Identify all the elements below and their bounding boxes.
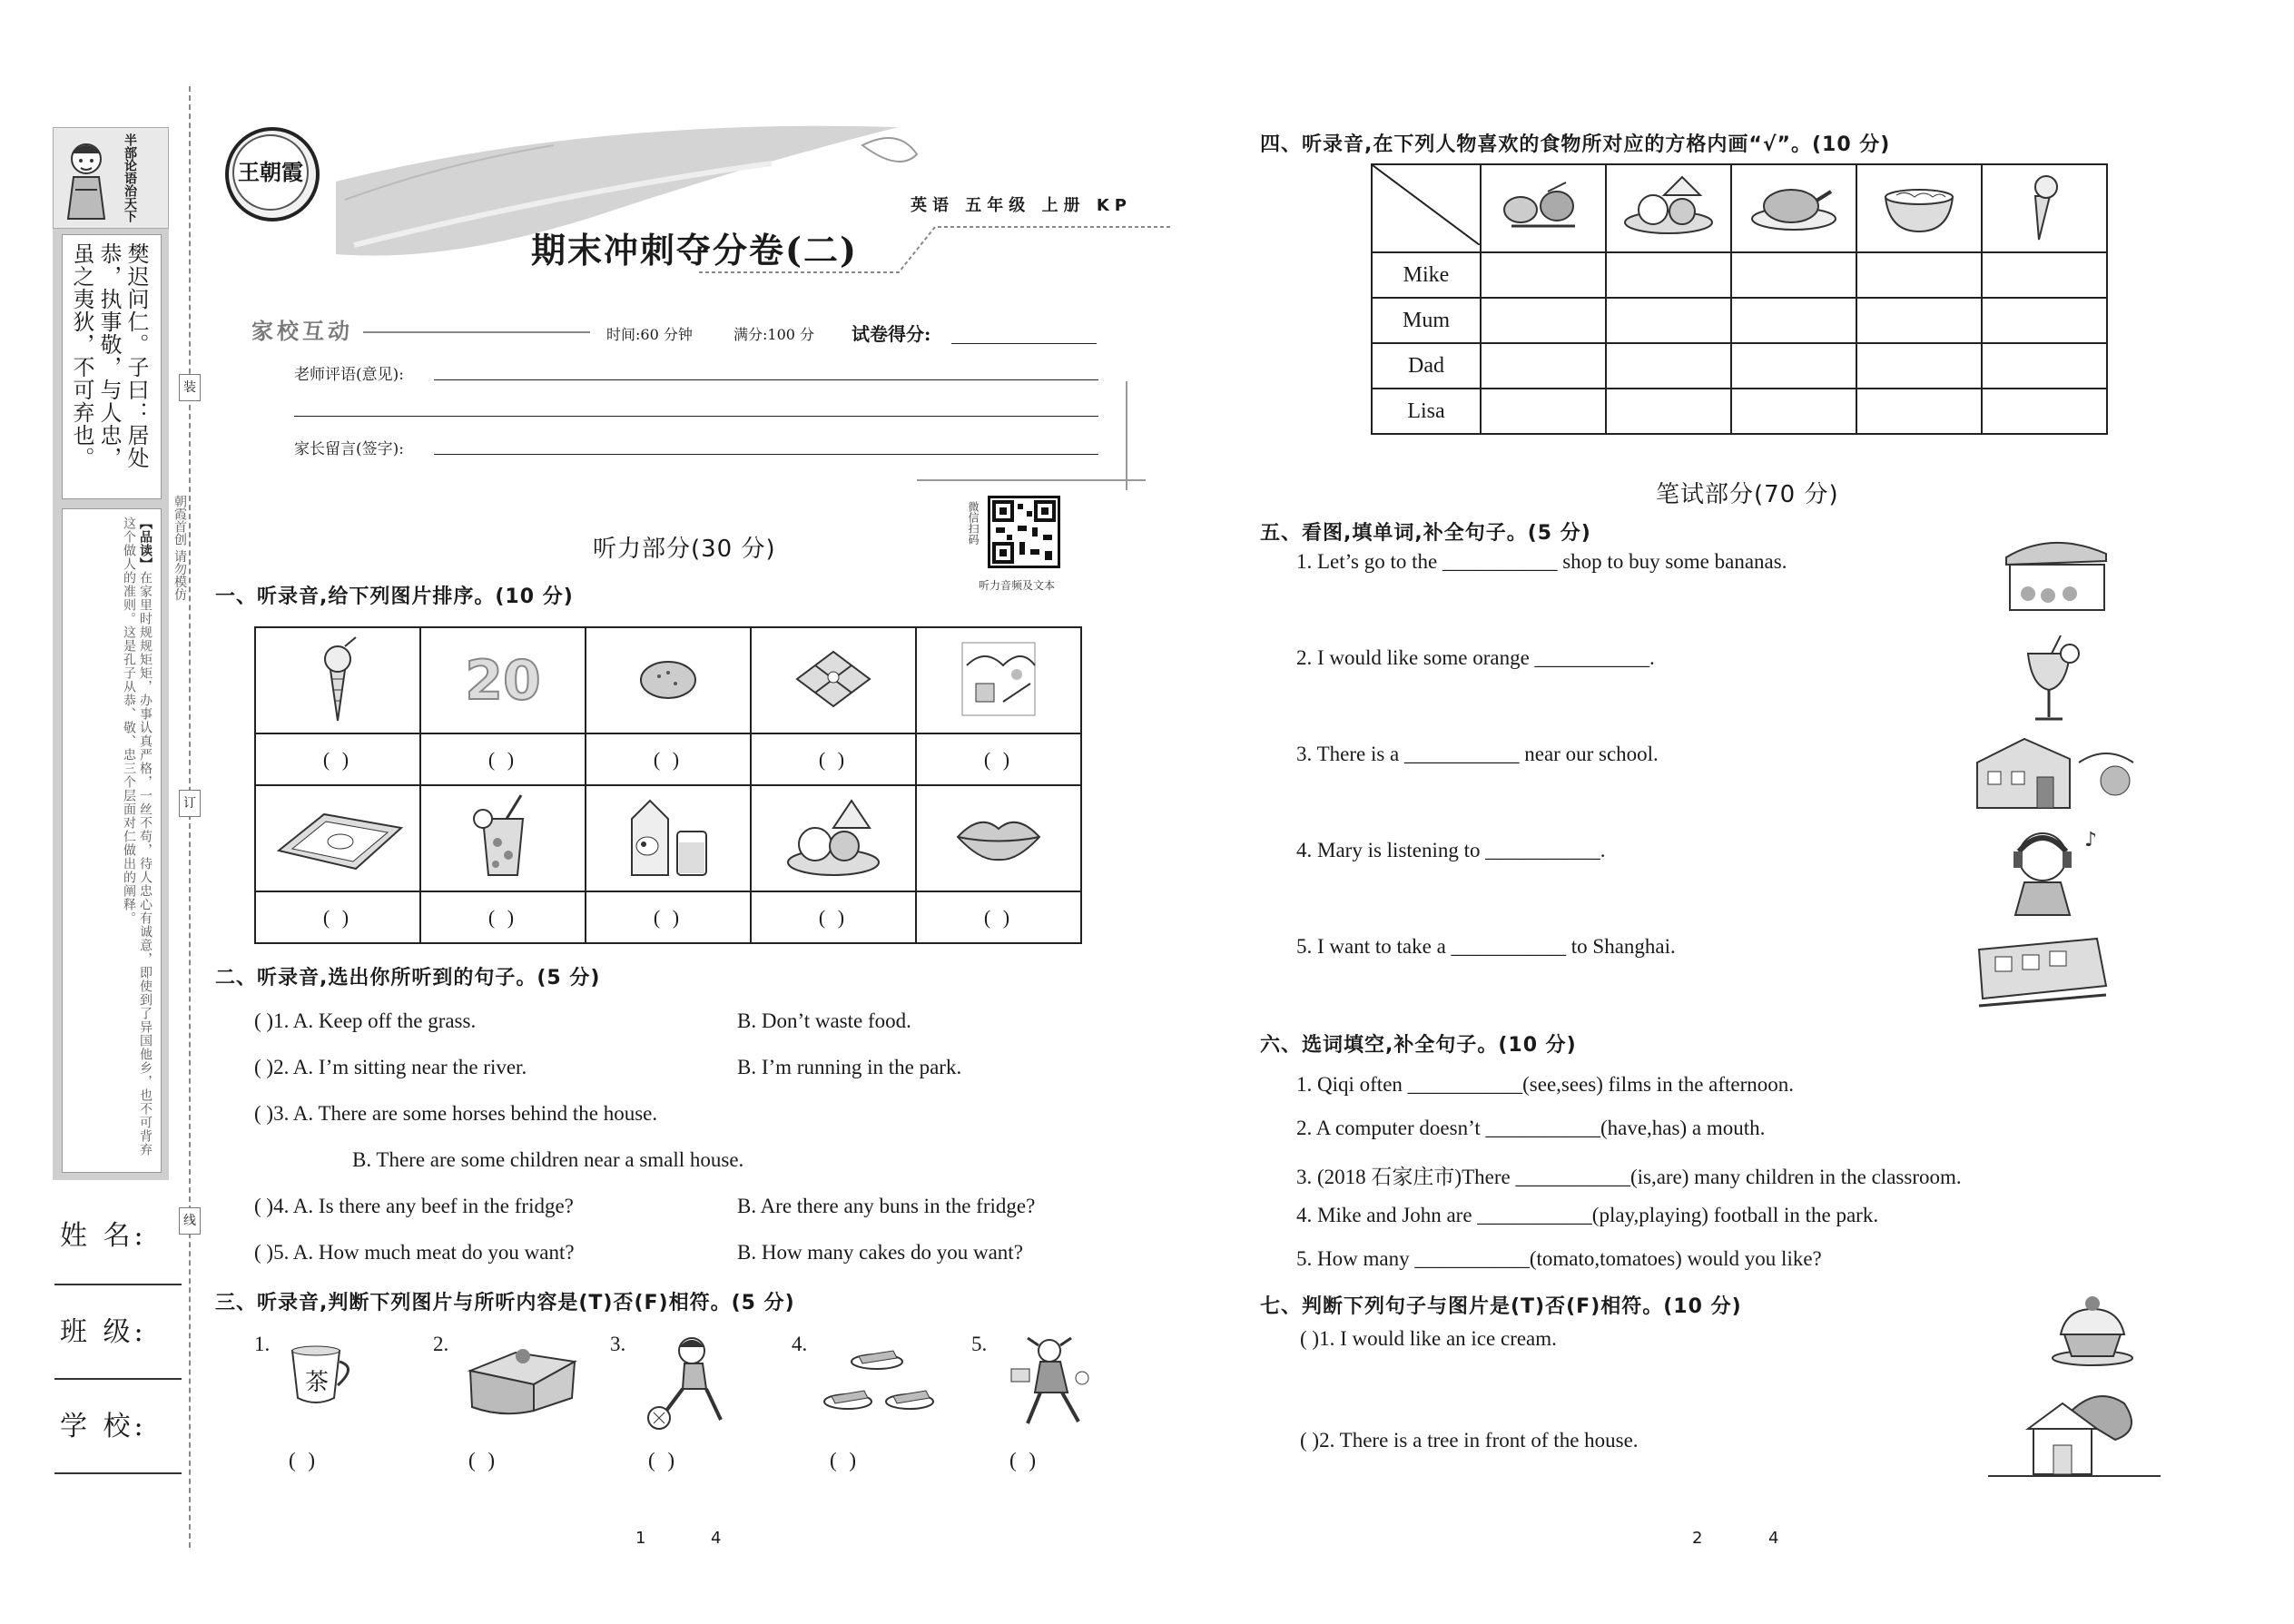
home-school-label: 家校互动 — [251, 318, 353, 344]
sec2-q3-a[interactable]: ( )3. A. There are some horses behind the house. — [254, 1102, 658, 1125]
train-icon — [1970, 922, 2115, 1013]
girl-running-icon — [1008, 1333, 1098, 1432]
header-banner-decoration — [209, 109, 1189, 327]
orange-juice-icon — [2015, 635, 2088, 726]
written-title: 笔试部分(70 分) — [1656, 481, 1839, 508]
sec3-num-1: 1. — [254, 1333, 271, 1355]
tag-subject: 英语 — [911, 196, 954, 215]
sports-field-icon — [270, 796, 406, 878]
number-twenty-icon: 20 — [465, 648, 541, 713]
teacher-comment-label: 老师评语(意见): — [294, 366, 404, 384]
teacher-comment-line-2[interactable] — [294, 416, 1098, 417]
sec6-q1[interactable]: 1. Qiqi often ___________(see,sees) films in the afternoon. — [1296, 1073, 1795, 1096]
answer-blank[interactable]: ( ) — [916, 891, 1081, 943]
picture-cell — [751, 785, 916, 891]
sidebar-header — [53, 127, 169, 229]
picture-order-table — [254, 626, 1082, 944]
sec2-q2-a[interactable]: ( )2. A. I’m sitting near the river. — [254, 1056, 527, 1078]
divider — [363, 331, 590, 333]
section-1-title: 一、听录音,给下列图片排序。(10 分) — [215, 586, 574, 608]
juice-glass-icon — [467, 792, 539, 882]
roast-chicken-icon — [1744, 173, 1844, 237]
bind-mark-2: 订 — [179, 790, 201, 817]
food-header-cell — [1481, 164, 1606, 252]
check-cell[interactable] — [1856, 252, 1982, 298]
section-7-title: 七、判断下列句子与图片是(T)否(F)相符。(10 分) — [1260, 1295, 1742, 1318]
sec3-answer-3[interactable]: ( ) — [648, 1449, 679, 1471]
page-number-right: 2 — [1692, 1529, 1703, 1548]
name-field[interactable] — [54, 1284, 182, 1285]
library-building-icon — [1970, 726, 2142, 817]
score-field[interactable] — [951, 343, 1097, 344]
check-cell[interactable] — [1481, 252, 1606, 298]
check-cell[interactable] — [1481, 343, 1606, 389]
sec2-q4-a[interactable]: ( )4. A. Is there any beef in the fridge? — [254, 1195, 574, 1217]
answer-blank[interactable]: ( ) — [916, 733, 1081, 785]
check-cell[interactable] — [1982, 343, 2107, 389]
check-cell[interactable] — [1606, 389, 1731, 434]
brand-logo-text: 王朝霞 — [232, 134, 309, 211]
picture-cell — [751, 627, 916, 733]
qr-scan-hint: 微信扫码 — [967, 501, 980, 545]
score-label: 试卷得分: — [852, 323, 931, 345]
confucius-figure-icon — [59, 135, 113, 222]
reading-label: 【品读】 — [138, 517, 153, 571]
sec6-q3[interactable]: 3. (2018 石家庄市)There ___________(is,are) many children in the classroom. — [1296, 1166, 1962, 1188]
page-total-left: 4 — [711, 1529, 722, 1548]
answer-blank[interactable]: ( ) — [255, 891, 420, 943]
check-cell[interactable] — [1606, 252, 1731, 298]
diagonal-line — [1373, 165, 1480, 245]
fruit-plate-icon — [779, 792, 888, 882]
copyright-note: 朝霞首创 请勿模仿 — [172, 495, 187, 601]
milk-carton-icon — [618, 792, 718, 882]
person-name: Lisa — [1372, 389, 1481, 434]
sec5-q3[interactable]: 3. There is a ___________ near our school. — [1296, 743, 1659, 765]
answer-blank[interactable]: ( ) — [586, 891, 751, 943]
parent-comment-label: 家长留言(签字): — [294, 440, 404, 458]
check-cell[interactable] — [1856, 298, 1982, 343]
full-score: 满分:100 分 — [733, 326, 815, 343]
tag-edition: KP — [1096, 196, 1132, 215]
qr-code[interactable] — [988, 496, 1060, 568]
person-name: Mike — [1372, 252, 1481, 298]
section-4-title: 四、听录音,在下列人物喜欢的食物所对应的方格内画“√”。(10 分) — [1260, 133, 1891, 156]
picture-cell — [586, 627, 751, 733]
reading-text — [70, 517, 153, 1161]
sec3-answer-5[interactable]: ( ) — [1009, 1449, 1040, 1471]
reading-body: 在家里时规规矩矩，办事认真严格，一丝不苟，待人忠心有诚意，即使到了异国他乡，也不可背弃这个做人的准则。这是孔子从恭、敬、忠三个层面对仁做出的阐释。 — [122, 517, 153, 1156]
section-3-title: 三、听录音,判断下列图片与所听内容是(T)否(F)相符。(5 分) — [215, 1292, 795, 1314]
sec2-q3-b[interactable]: B. There are some children near a small house. — [352, 1148, 744, 1171]
picture-cell — [916, 627, 1081, 733]
teacher-comment-line-1[interactable] — [434, 379, 1098, 380]
person-name: Mum — [1372, 298, 1481, 343]
answer-blank[interactable]: ( ) — [255, 733, 420, 785]
sec3-answer-2[interactable]: ( ) — [468, 1449, 499, 1471]
sec6-q2[interactable]: 2. A computer doesn’t ___________(have,has) a mouth. — [1296, 1117, 1766, 1139]
divider — [917, 479, 1146, 481]
check-cell[interactable] — [1481, 298, 1606, 343]
sec7-q2[interactable]: ( )2. There is a tree in front of the house. — [1300, 1429, 1639, 1452]
tea-char: 茶 — [305, 1369, 330, 1396]
sec2-q1-b[interactable]: B. Don’t waste food. — [737, 1009, 911, 1032]
answer-blank[interactable]: ( ) — [420, 891, 586, 943]
sec2-q5-b[interactable]: B. How many cakes do you want? — [737, 1241, 1023, 1264]
check-cell[interactable] — [1731, 389, 1856, 434]
sidebar-motto: 半部论语治天下 — [123, 133, 137, 222]
food-header-cell — [1982, 164, 2107, 252]
confucius-quote: 樊迟问仁。子曰：居处恭，执事敬，与人忠，虽之夷狄，不可弃也。 — [69, 242, 149, 469]
sec3-num-2: 2. — [433, 1333, 449, 1355]
park-scene-icon — [958, 638, 1039, 720]
school-field[interactable] — [54, 1472, 182, 1474]
check-cell[interactable] — [1982, 389, 2107, 434]
boy-playing-football-icon — [639, 1333, 739, 1432]
cut-line — [189, 86, 191, 1548]
sec3-num-4: 4. — [792, 1333, 808, 1355]
food-header-cell — [1731, 164, 1856, 252]
ice-cream-icon — [301, 634, 374, 724]
check-cell[interactable] — [1731, 343, 1856, 389]
sec3-answer-1[interactable]: ( ) — [289, 1449, 320, 1471]
parent-comment-line[interactable] — [434, 454, 1098, 455]
check-cell[interactable] — [1731, 298, 1856, 343]
check-cell[interactable] — [1982, 252, 2107, 298]
qr-pattern-icon — [990, 498, 1058, 566]
ice-cream-icon — [2017, 169, 2072, 241]
check-cell[interactable] — [1856, 389, 1982, 434]
sec3-answer-4[interactable]: ( ) — [830, 1449, 861, 1471]
section-2-title: 二、听录音,选出你所听到的句子。(5 分) — [215, 967, 601, 989]
sec3-num-3: 3. — [610, 1333, 626, 1355]
bind-mark-1: 装 — [179, 374, 201, 401]
sec2-q5-a[interactable]: ( )5. A. How much meat do you want? — [254, 1241, 575, 1264]
reading-box — [62, 508, 162, 1173]
name-label: 姓 名: — [60, 1220, 147, 1252]
check-cell[interactable] — [1731, 252, 1856, 298]
lips-icon — [949, 805, 1049, 869]
answer-blank[interactable]: ( ) — [751, 891, 916, 943]
grade-tags — [911, 192, 1132, 216]
table-with-food-icon — [461, 1334, 579, 1425]
answer-blank[interactable]: ( ) — [751, 733, 916, 785]
sec5-q2[interactable]: 2. I would like some orange ___________. — [1296, 646, 1655, 669]
picture-cell — [255, 785, 420, 891]
picture-cell — [420, 785, 586, 891]
picture-cell — [916, 785, 1081, 891]
house-with-tree-icon — [1988, 1385, 2161, 1485]
sec5-q4[interactable]: 4. Mary is listening to ___________. — [1296, 839, 1606, 861]
fruit-plate-icon — [1619, 173, 1718, 237]
sec5-q5[interactable]: 5. I want to take a ___________ to Shanghai. — [1296, 935, 1676, 958]
time-limit: 时间:60 分钟 — [606, 326, 693, 343]
page-total-right: 4 — [1768, 1529, 1779, 1548]
sec2-q2-b[interactable]: B. I’m running in the park. — [737, 1056, 962, 1078]
check-cell[interactable] — [1606, 298, 1731, 343]
tag-term: 上册 — [1041, 196, 1086, 215]
picture-cell — [586, 785, 751, 891]
divider — [1126, 381, 1127, 490]
sec5-q1[interactable]: 1. Let’s go to the ___________ shop to buy some bananas. — [1296, 550, 1787, 573]
picture-cell — [255, 627, 420, 733]
quote-box — [62, 234, 162, 499]
sec3-num-5: 5. — [971, 1333, 988, 1355]
sec6-q4[interactable]: 4. Mike and John are ___________(play,playing) football in the park. — [1296, 1204, 1879, 1226]
page-number-left: 1 — [635, 1529, 646, 1548]
picture-cell — [420, 627, 586, 733]
check-cell[interactable] — [1982, 298, 2107, 343]
school-label: 学 校: — [60, 1411, 147, 1442]
cupcake-icon — [2043, 1289, 2142, 1371]
listening-title: 听力部分(30 分) — [593, 536, 776, 563]
vegetables-icon — [1493, 173, 1593, 237]
check-cell[interactable] — [1481, 389, 1606, 434]
girl-with-headphones-icon — [1997, 821, 2115, 920]
fruit-shop-icon — [1997, 530, 2115, 617]
tag-grade: 五年级 — [965, 196, 1031, 215]
sec7-q1[interactable]: ( )1. I would like an ice cream. — [1300, 1327, 1557, 1350]
qr-caption: 听力音频及文本 — [979, 579, 1056, 592]
class-label: 班 级: — [60, 1316, 147, 1348]
sec6-q5[interactable]: 5. How many ___________(tomato,tomatoes) would you like? — [1296, 1247, 1822, 1270]
diagonal-header-cell — [1372, 164, 1481, 252]
svg-text:♪: ♪ — [2084, 829, 2098, 851]
gift-box-icon — [788, 643, 879, 715]
person-name: Dad — [1372, 343, 1481, 389]
noodle-bowl-icon — [1869, 173, 1969, 237]
food-header-cell — [1856, 164, 1982, 252]
check-cell[interactable] — [1606, 343, 1731, 389]
potato-icon — [632, 647, 704, 711]
page-title: 期末冲刺夺分卷(二) — [531, 230, 858, 271]
sandwich-plates-icon — [821, 1338, 939, 1420]
answer-blank[interactable]: ( ) — [420, 733, 586, 785]
answer-blank[interactable]: ( ) — [586, 733, 751, 785]
section-6-title: 六、选词填空,补全句子。(10 分) — [1260, 1034, 1577, 1057]
section-5-title: 五、看图,填单词,补全句子。(5 分) — [1260, 522, 1591, 545]
food-header-cell — [1606, 164, 1731, 252]
sec2-q4-b[interactable]: B. Are there any buns in the fridge? — [737, 1195, 1036, 1217]
bind-mark-3: 线 — [179, 1207, 201, 1235]
check-cell[interactable] — [1856, 343, 1982, 389]
class-field[interactable] — [54, 1378, 182, 1380]
food-preference-table — [1371, 163, 2108, 435]
sec2-q1-a[interactable]: ( )1. A. Keep off the grass. — [254, 1009, 477, 1032]
